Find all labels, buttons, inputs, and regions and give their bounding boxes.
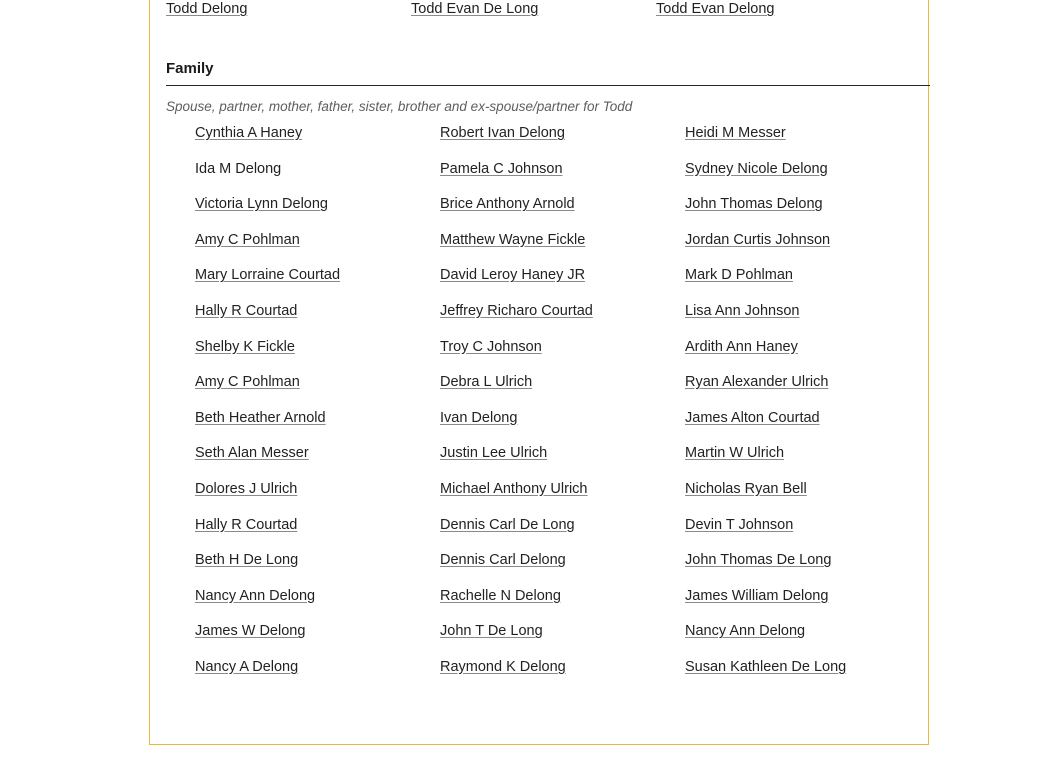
person-link[interactable]: John T De Long [440,623,543,640]
person-link[interactable]: Hally R Courtad [195,302,298,319]
person-name: Ida M Delong [195,160,282,177]
list-item [440,516,685,534]
family-name-grid [195,124,930,676]
person-link[interactable]: James W Delong [195,623,306,640]
person-link[interactable]: Cynthia A Haney [195,125,303,141]
person-link[interactable]: Amy C Pohlman [195,374,300,391]
person-link[interactable]: Michael Anthony Ulrich [440,480,588,497]
person-link[interactable]: Seth Alan Messer [195,445,309,462]
person-link[interactable]: Raymond K Delong [440,658,566,675]
person-link[interactable]: Matthew Wayne Fickle [440,231,586,248]
top-name-cell [656,0,901,18]
list-item [685,587,930,605]
person-link[interactable]: James William Delong [685,587,829,604]
list-item [440,373,685,391]
person-link[interactable]: Martin W Ulrich [685,445,785,462]
person-link[interactable]: James Alton Courtad [685,409,820,426]
person-link[interactable]: Nancy Ann Delong [685,623,806,640]
person-link[interactable]: Dolores J Ulrich [195,480,298,497]
person-link[interactable]: Hally R Courtad [195,516,298,533]
person-link[interactable]: Nancy A Delong [195,658,299,675]
person-link[interactable]: Brice Anthony Arnold [440,196,575,213]
person-link[interactable]: Jeffrey Richaro Courtad [440,302,593,319]
list-item [685,195,930,213]
family-section [166,60,930,676]
person-link[interactable]: Jordan Curtis Johnson [685,231,831,248]
person-link[interactable]: Sydney Nicole Delong [685,160,828,177]
list-item [685,373,930,391]
list-item [685,160,930,178]
list-item [440,338,685,356]
list-item [195,302,440,320]
list-item [440,587,685,605]
list-item [685,266,930,284]
top-name-cell [166,0,411,18]
list-item [440,480,685,498]
list-item [685,658,930,676]
list-item [685,516,930,534]
person-link[interactable]: Nicholas Ryan Bell [685,480,807,497]
list-item [685,409,930,427]
person-link[interactable]: Ryan Alexander Ulrich [685,374,829,391]
list-item [195,409,440,427]
list-item [685,551,930,569]
person-link[interactable]: Amy C Pohlman [195,231,300,248]
list-item [195,160,440,178]
person-link[interactable]: Devin T Johnson [685,516,794,533]
person-link[interactable]: John Thomas Delong [685,196,823,213]
top-name-row [166,0,914,18]
list-item [685,338,930,356]
list-item [195,124,440,142]
person-link[interactable]: Rachelle N Delong [440,587,561,604]
section-subtitle: Spouse, partner, mother, father, sister, brother and ex-spouse/partner for Todd [166,99,633,114]
list-item [440,231,685,249]
person-link[interactable]: Nancy Ann Delong [195,587,316,604]
person-link[interactable]: Todd Evan Delong [656,1,775,17]
person-link[interactable]: Todd Evan De Long [411,1,539,17]
person-link[interactable]: Dennis Carl Delong [440,552,566,569]
list-item [685,124,930,142]
person-link[interactable]: Heidi M Messer [685,125,786,141]
person-link[interactable]: Justin Lee Ulrich [440,445,548,462]
list-item [685,231,930,249]
list-item [195,516,440,534]
list-item [685,480,930,498]
list-item [685,302,930,320]
person-link[interactable]: Mary Lorraine Courtad [195,267,341,284]
list-item [195,587,440,605]
person-link[interactable]: Victoria Lynn Delong [195,196,328,213]
person-link[interactable]: Troy C Johnson [440,338,542,355]
list-item [440,302,685,320]
list-item [195,622,440,640]
list-item [195,658,440,676]
section-title: Family [166,60,930,86]
person-link[interactable]: Robert Ivan Delong [440,125,565,141]
list-item [195,551,440,569]
person-link[interactable]: Susan Kathleen De Long [685,658,847,675]
person-link[interactable]: David Leroy Haney JR [440,267,586,284]
list-item [440,266,685,284]
list-item [195,444,440,462]
list-item [440,622,685,640]
list-item [195,266,440,284]
list-item [195,231,440,249]
list-item [195,195,440,213]
list-item [440,195,685,213]
list-item [195,480,440,498]
person-link[interactable]: Mark D Pohlman [685,267,793,284]
person-link[interactable]: Debra L Ulrich [440,374,533,391]
list-item [440,658,685,676]
top-name-cell [411,0,656,18]
list-item [195,373,440,391]
person-link[interactable]: Shelby K Fickle [195,338,295,355]
person-link[interactable]: Pamela C Johnson [440,160,563,177]
list-item [195,338,440,356]
list-item [440,124,685,142]
person-link[interactable]: Todd Delong [166,1,248,17]
list-item [685,444,930,462]
person-link[interactable]: Lisa Ann Johnson [685,302,800,319]
list-item [440,444,685,462]
results-card [149,0,929,745]
person-link[interactable]: Ivan Delong [440,409,518,426]
list-item [440,551,685,569]
person-link[interactable]: John Thomas De Long [685,552,832,569]
list-item [440,409,685,427]
person-link[interactable]: Ardith Ann Haney [685,338,798,355]
person-link[interactable]: Dennis Carl De Long [440,516,575,533]
person-link[interactable]: Beth Heather Arnold [195,409,326,426]
list-item [685,622,930,640]
person-link[interactable]: Beth H De Long [195,552,299,569]
list-item [440,160,685,178]
